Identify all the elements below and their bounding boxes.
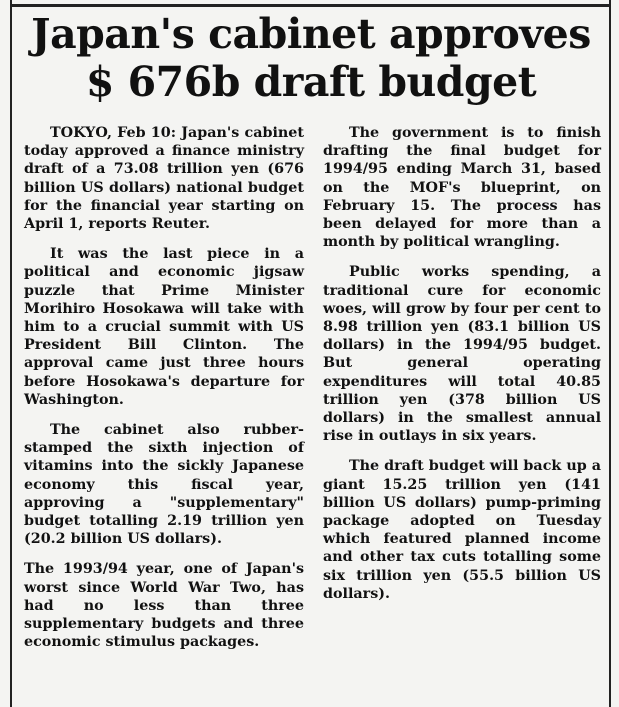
paragraph: The cabinet also rubber-stamped the sixth injection of vitamins into the sickly Japanese economy this fiscal year, approving a "supplementary" budget totalling 2.19 trillion yen (20.2 billion US dollars). xyxy=(24,422,304,548)
paragraph: The government is to finish drafting the final budget for 1994/95 ending March 31, based on the MOF's blueprint, on February 15. The process has been delayed for more than a month by political wrangling. xyxy=(323,125,601,251)
right-column xyxy=(323,124,601,615)
paragraph: The draft budget will back up a giant 15.25 trillion yen (141 billion US dollars) pump-priming package adopted on Tuesday which featured planned income and other tax cuts totalling some six trillion yen (55.5 billion US dollars). xyxy=(323,458,601,602)
headline-line-1: Japan's cabinet approves xyxy=(31,10,591,58)
paragraph: TOKYO, Feb 10: Japan's cabinet today approved a finance ministry draft of a 73.08 trillion yen (676 billion US dollars) national budget for the financial year starting on April 1, reports Reuter. xyxy=(24,125,304,233)
paragraph: It was the last piece in a political and economic jigsaw puzzle that Prime Minister Morihiro Hosokawa will take with him to a crucial summit with US President Bill Clinton. The approval came just three hours before Hosokawa's departure for Washington. xyxy=(24,246,304,408)
paragraph: The 1993/94 year, one of Japan's worst since World War Two, has had no less than three supplementary budgets and three economic stimulus packages. xyxy=(24,561,304,651)
left-column xyxy=(24,124,304,663)
top-rule xyxy=(10,4,611,7)
headline-line-2: $ 676b draft budget xyxy=(85,58,537,106)
headline xyxy=(14,10,608,106)
paragraph: Public works spending, a traditional cure for economic woes, will grow by four per cent to 8.98 trillion yen (83.1 billion US dollars) in the 1994/95 budget. But general operating expenditures will total 40.85 trillion yen (378 billion US dollars) in the smallest annual rise in outlays in six years. xyxy=(323,264,601,445)
